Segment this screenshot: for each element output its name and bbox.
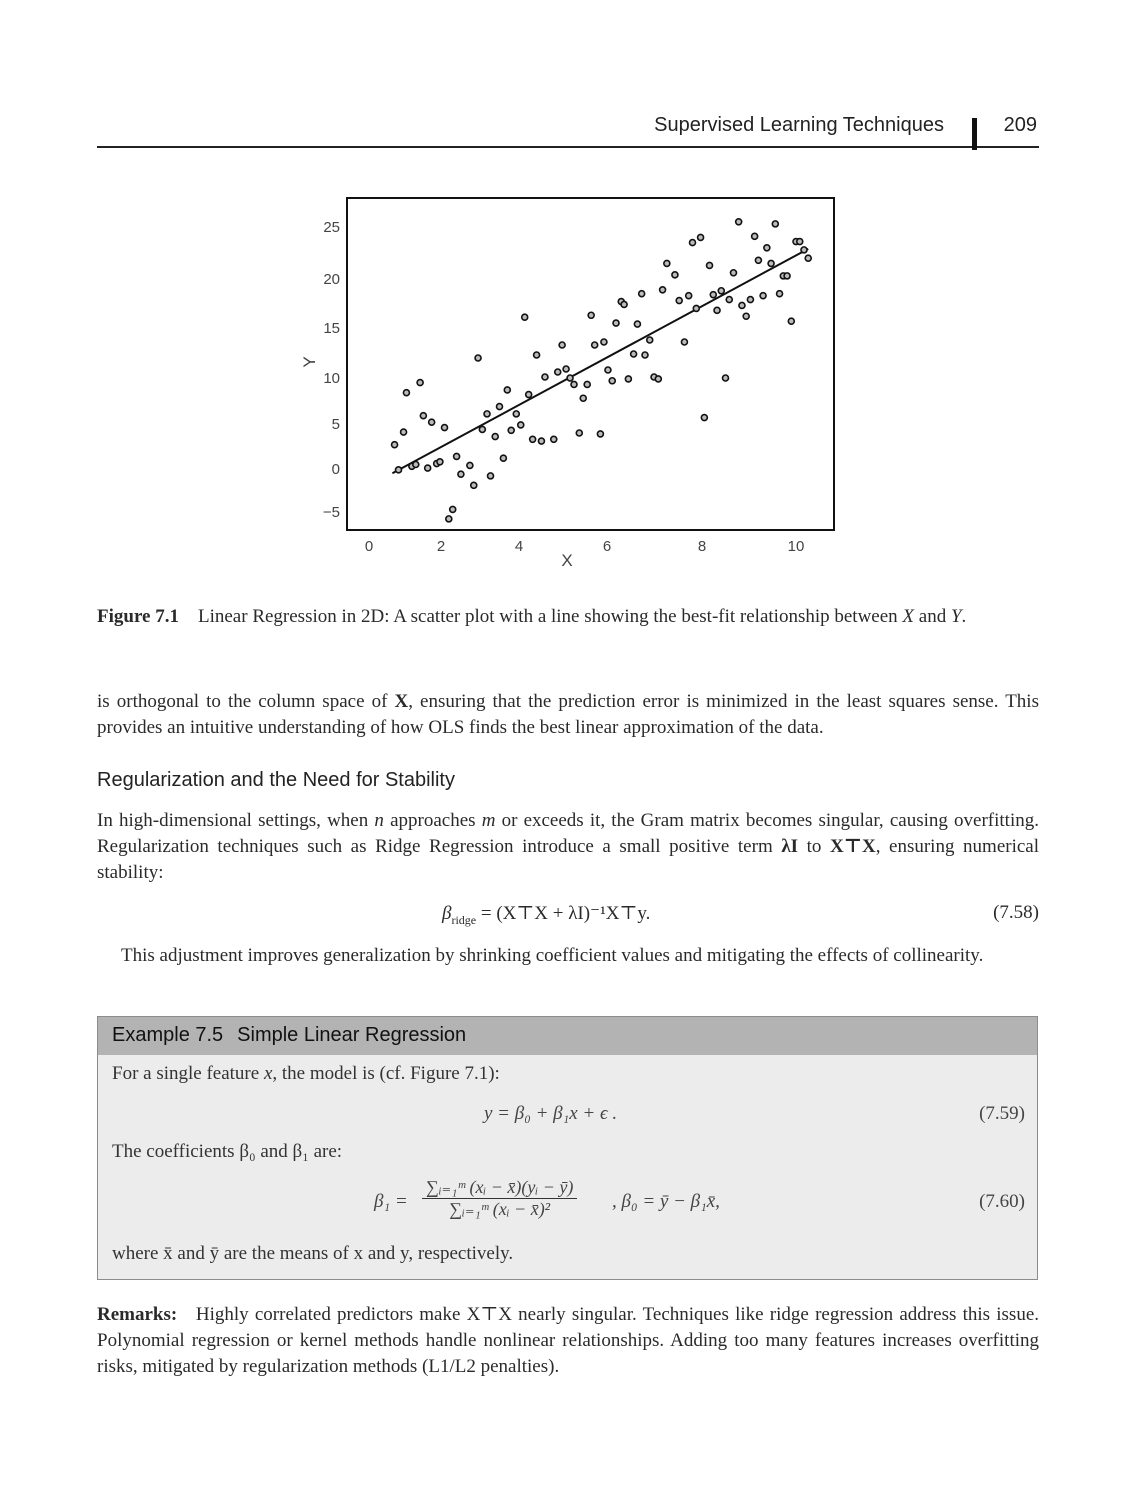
svg-text:8: 8 [697,538,707,555]
data-point [530,436,536,442]
equation-number: (7.59) [979,1103,1025,1124]
data-point [693,305,699,311]
data-point [413,462,419,468]
data-point [698,234,704,240]
data-point [788,318,794,324]
example-coefficients-text: The coefficients β₀ and β₁ are: [112,1141,343,1162]
data-point [801,247,807,253]
data-point [726,297,732,303]
data-point [797,239,803,245]
data-point [777,291,783,297]
data-point [760,293,766,299]
x-axis-label: X [561,551,573,570]
data-point [429,419,435,425]
data-point [743,313,749,319]
data-point [672,272,678,278]
svg-text:10: 10 [323,370,340,387]
data-point [710,292,716,298]
data-point [471,482,477,488]
data-point [784,273,790,279]
example-header [98,1017,1037,1055]
data-point [484,411,490,417]
data-point [580,395,586,401]
data-point [446,516,452,522]
section-heading: Regularization and the Need for Stability [97,769,455,791]
data-point [755,257,761,263]
data-point [475,355,481,361]
svg-text:25: 25 [323,219,340,236]
data-point [417,380,423,386]
example-box [97,1016,1038,1280]
data-point [563,366,569,372]
data-point [396,467,402,473]
svg-text:4: 4 [514,538,524,555]
data-point [664,260,670,266]
data-point [571,381,577,387]
svg-text:15: 15 [323,320,340,337]
data-point [686,293,692,299]
data-point [609,378,615,384]
svg-text:0: 0 [364,538,374,555]
data-point [467,462,473,468]
fraction: $\frac{\text{∑ᵢ₌₁ᵐ (xᵢ − x̄)(yᵢ − ȳ)}}{\text{∑ᵢ₌₁ᵐ (xᵢ − x̄)²}}$ [422,1177,577,1220]
data-point [588,312,594,318]
data-point [420,413,426,419]
data-point [625,376,631,382]
data-point [714,307,720,313]
data-point [551,436,557,442]
data-point [403,390,409,396]
data-point [392,442,398,448]
plot-frame [347,198,834,530]
data-point [576,430,582,436]
data-point [437,459,443,465]
running-title: Supervised Learning Techniques [654,114,944,136]
svg-text:−5: −5 [322,504,340,521]
scatter-plot [280,190,850,575]
data-point [613,320,619,326]
data-point [701,415,707,421]
data-point [747,297,753,303]
data-point [458,471,464,477]
data-point [500,455,506,461]
data-point [660,287,666,293]
svg-text:5: 5 [331,416,340,433]
equation-7-58: $\beta_{ridge}$ = (X⊤X + λI)⁻¹X⊤y. (7.58) [442,902,1039,927]
data-point [631,351,637,357]
data-point [736,219,742,225]
data-point [690,240,696,246]
y-axis-label: Y [300,356,319,368]
data-point [739,302,745,308]
svg-text:0: 0 [331,461,340,478]
data-point [723,375,729,381]
data-point [526,392,532,398]
data-point [805,255,811,261]
equation-number: (7.58) [993,902,1039,923]
header-divider-bar [972,118,977,150]
data-point [621,301,627,307]
data-point [518,422,524,428]
data-point [559,342,565,348]
paragraph-regularization: In high-dimensional settings, when n approaches m or exceeds it, the Gram matrix becomes singular, causing overfitting. Regularization techniques such as Ridge Regression introduce a small positive term λI to X⊤X, ensuring numerical stability: [97,810,1039,883]
data-point [522,314,528,320]
data-point [772,221,778,227]
figure-caption: Figure 7.1 Linear Regression in 2D: A scatter plot with a line showing the best-fit relationship between X and Y. [97,606,967,627]
equation-7-59: y = β₀ + β₁x + ϵ . (7.59) [484,1103,1025,1124]
data-point [492,434,498,440]
data-point [508,427,514,433]
paragraph-ols: is orthogonal to the column space of X, ensuring that the prediction error is minimized in the least squares sense. This provides an intuitive understanding of how OLS finds the best linear approximation of the data. [97,691,1039,738]
data-point [642,352,648,358]
data-point [542,374,548,380]
data-point [497,404,503,410]
data-point [513,411,519,417]
data-point [454,453,460,459]
page-number: 209 [1003,114,1037,136]
paragraph-adjustment: This adjustment improves generalization by shrinking coefficient values and mitigating the effects of collinearity. [121,945,984,966]
data-point [597,431,603,437]
example-title: Example 7.5 Simple Linear Regression [112,1024,467,1046]
figure-label: Figure 7.1 [97,606,179,627]
example-closing: where x̄ and ȳ are the means of x and y, respectively. [112,1243,514,1264]
example-intro: For a single feature x, the model is (cf. Figure 7.1): [112,1063,500,1084]
svg-text:6: 6 [602,538,612,555]
remarks-paragraph: Remarks: Highly correlated predictors make X⊤X nearly singular. Techniques like ridge regression address this issue. Polynomial regression or kernel methods handle nonlinear relationships. Adding too many features increases overfitting risks, mitigated by regularization methods (L1/L2 penalties). [97,1304,1040,1377]
data-point [634,321,640,327]
data-point [567,375,573,381]
data-point [479,426,485,432]
svg-text:2: 2 [436,538,446,555]
data-point [425,465,431,471]
equation-7-60: β₁ = $\frac{\text{∑ᵢ₌₁ᵐ (xᵢ − x̄)(yᵢ − ȳ)}}{\text{∑ᵢ₌₁ᵐ (xᵢ − x̄)²}}$ , β₀ = ȳ − β₁x̄, (7.60) [374,1177,1025,1219]
svg-text:20: 20 [323,271,340,288]
data-point [450,506,456,512]
data-point [442,425,448,431]
data-point [488,473,494,479]
data-point [401,429,407,435]
data-point [592,342,598,348]
data-point [584,381,590,387]
running-head [97,112,1039,148]
data-point [764,245,770,251]
data-point [655,376,661,382]
data-point [730,270,736,276]
data-point [555,369,561,375]
data-point [647,337,653,343]
data-point [752,233,758,239]
data-point [504,387,510,393]
data-point [768,260,774,266]
data-point [639,291,645,297]
data-point [676,298,682,304]
svg-text:10: 10 [787,538,805,555]
data-point [534,352,540,358]
data-point [707,262,713,268]
data-point [681,339,687,345]
data-point [605,367,611,373]
data-point [601,339,607,345]
remarks-label: Remarks: [97,1304,178,1325]
data-point [718,288,724,294]
equation-number: (7.60) [979,1191,1025,1212]
data-point [538,438,544,444]
